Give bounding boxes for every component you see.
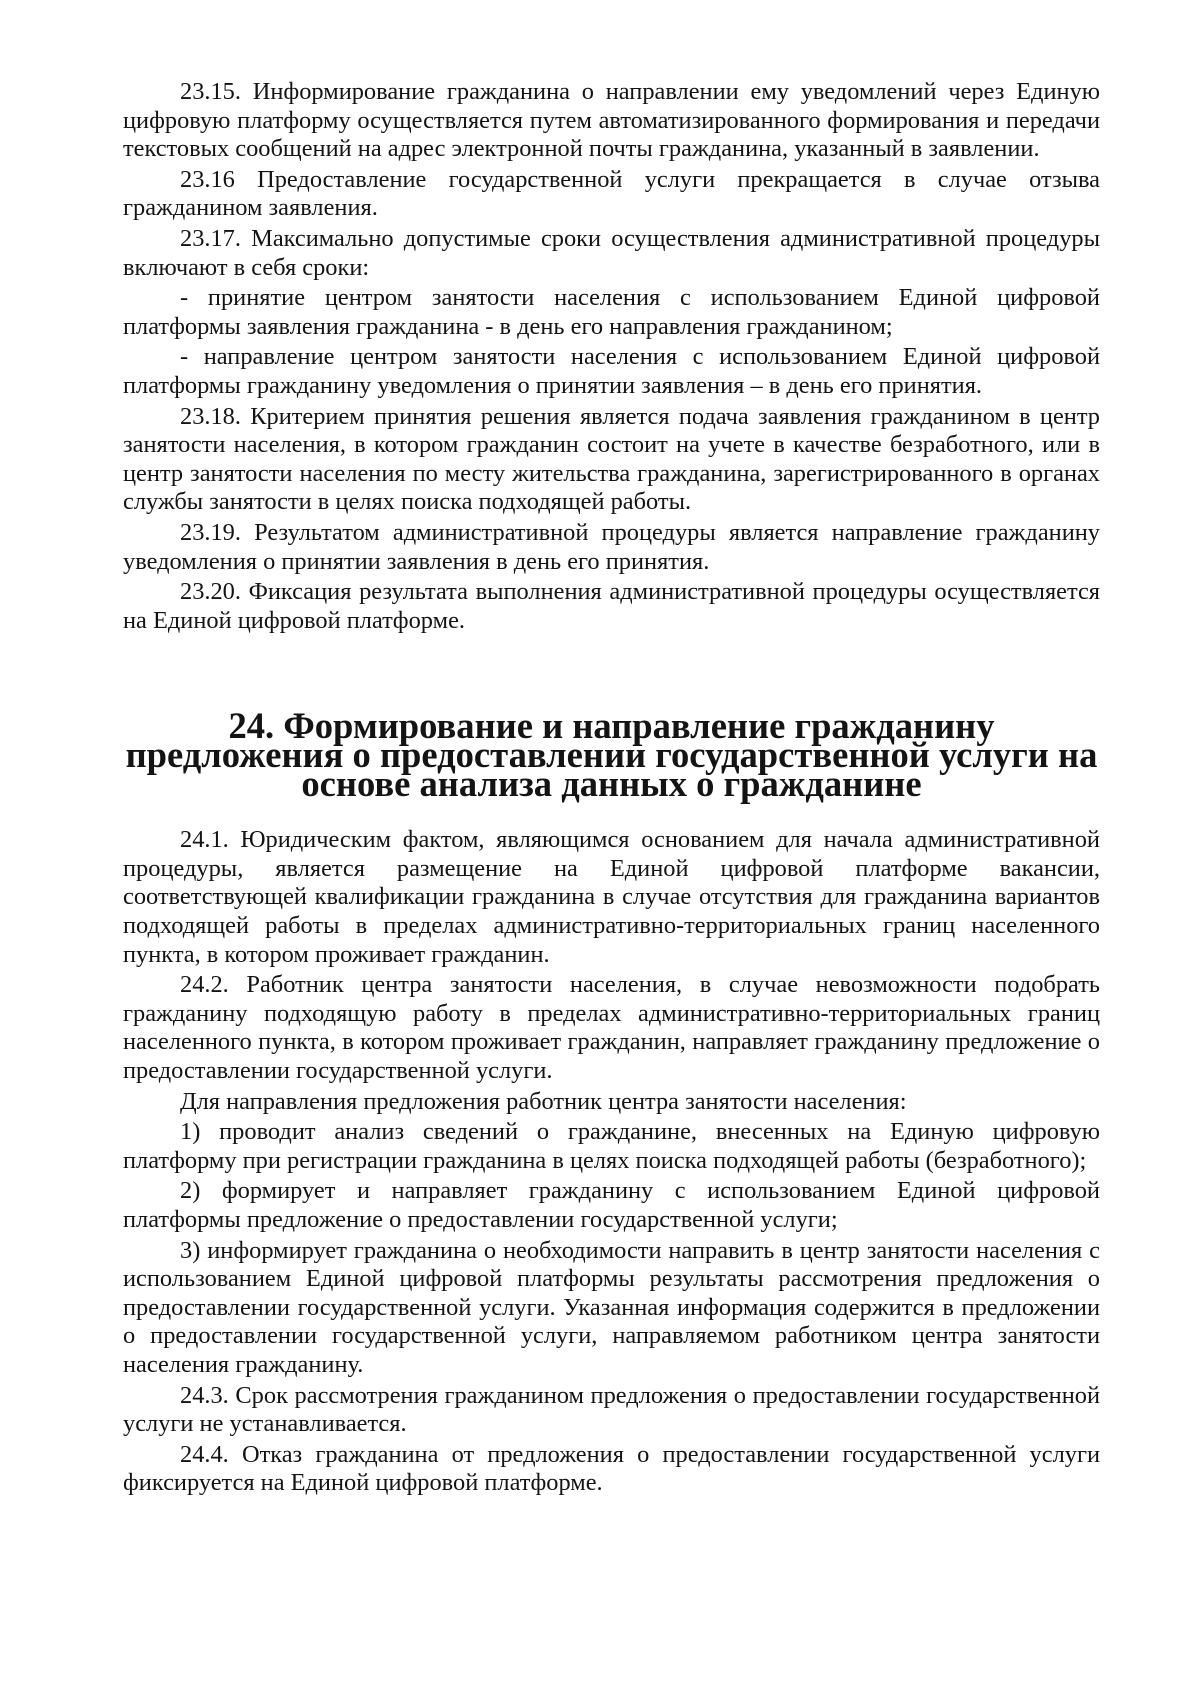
heading-line-1: 24. Формирование и направление гражданину [228, 705, 995, 747]
list-item-3: 3) информирует гражданина о необходимости направить в центр занятости населения с использованием Единой цифровой платформы результаты рассмотрения предложения о предоставлении государственной услуги. Указанная информация содержится в предложении о предоставлении государственной услуги, направляемом работником центра занятости населения гражданину. [123, 1236, 1100, 1378]
paragraph-23-20: 23.20. Фиксация результата выполнения административной процедуры осуществляется на Единой цифровой платформе. [123, 578, 1100, 634]
paragraph-23-16: 23.16 Предоставление государственной услуги прекращается в случае отзыва гражданином заявления. [123, 165, 1100, 222]
section-24-heading [123, 705, 1100, 805]
paragraph-23-17: 23.17. Максимально допустимые сроки осуществления административной процедуры включают в себя сроки: [123, 224, 1100, 281]
paragraph-23-19: 23.19. Результатом административной процедуры является направление гражданину уведомления о принятии заявления в день его принятия. [123, 518, 1100, 575]
section-spacer [123, 637, 1100, 711]
paragraph-24-2: 24.2. Работник центра занятости населения, в случае невозможности подобрать гражданину подходящую работу в пределах административно-территориальных границ населенного пункта, в котором проживает гражданин, направляет гражданину предложение о предоставлении государственной услуги. [123, 971, 1100, 1085]
list-item-2: 2) формирует и направляет гражданину с использованием Единой цифровой платформы предложение о предоставлении государственной услуги; [123, 1177, 1100, 1233]
paragraph-23-18: 23.18. Критерием принятия решения является подача заявления гражданином в центр занятости населения, в котором гражданин состоит на учете в качестве безработного, или в центр занятости населения по месту жительства гражданина, зарегистрированного в органах службы занятости в целях поиска подходящей работы. [123, 402, 1100, 516]
heading-line-2: предложения о предоставлении государственной услуги на основе анализа данных о гражданине [125, 734, 1098, 805]
paragraph-23-15: 23.15. Информирование гражданина о направлении ему уведомлений через Единую цифровую платформу осуществляется путем автоматизированного формирования и передачи текстовых сообщений на адрес электронной почты гражданина, указанный в заявлении. [123, 78, 1100, 163]
paragraph-24-3: 24.3. Срок рассмотрения гражданином предложения о предоставлении государственной услуги не устанавливается. [123, 1381, 1100, 1438]
list-item-deadline-acceptance: - принятие центром занятости населения с использованием Единой цифровой платформы заявления гражданина - в день его направления гражданином; [123, 284, 1100, 340]
paragraph-24-2-intro: Для направления предложения работник центра занятости населения: [180, 1087, 907, 1115]
list-item-1: 1) проводит анализ сведений о гражданине, внесенных на Единую цифровую платформу при регистрации гражданина в целях поиска подходящей работы (безработного); [123, 1118, 1100, 1174]
paragraph-24-4: 24.4. Отказ гражданина от предложения о предоставлении государственной услуги фиксируется на Единой цифровой платформе. [123, 1440, 1100, 1497]
paragraph-24-1: 24.1. Юридическим фактом, являющимся основанием для начала административной процедуры, является размещение на Единой цифровой платформе вакансии, соответствующей квалификации гражданина в случае отсутствия для гражданина вариантов подходящей работы в пределах административно-территориальных границ населенного пункта, в котором проживает гражданин. [123, 826, 1100, 968]
list-item-deadline-notification: - направление центром занятости населения с использованием Единой цифровой платформы гражданину уведомления о принятии заявления – в день его принятия. [123, 343, 1100, 399]
